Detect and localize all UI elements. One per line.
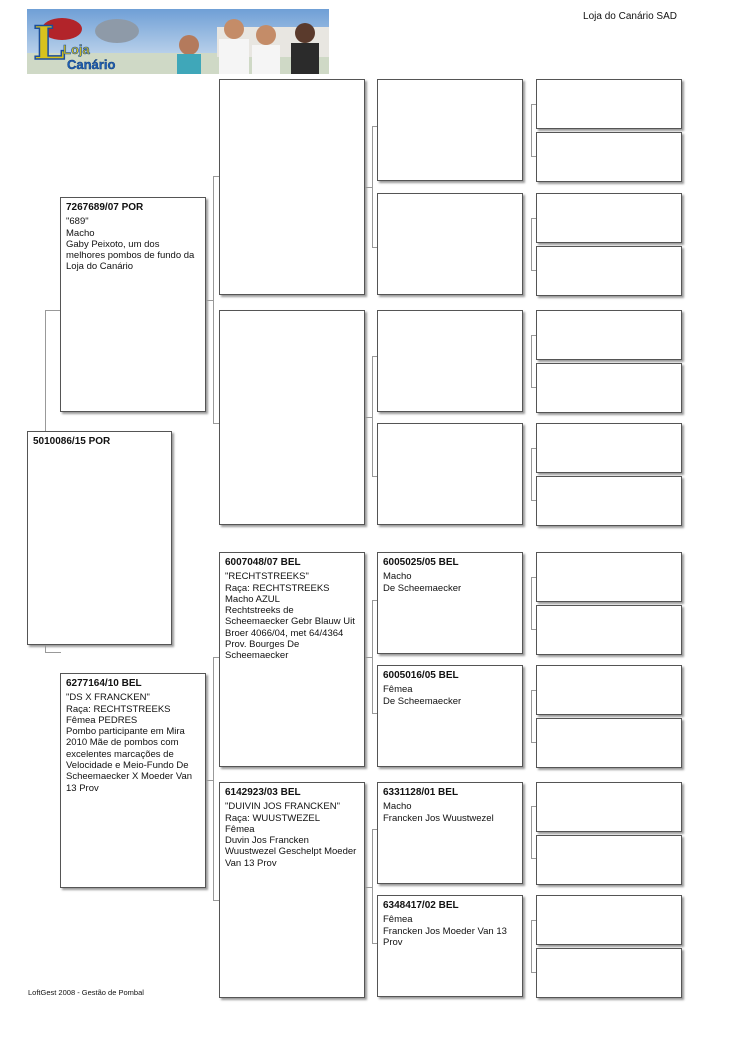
ring-number: 6277164/10 BEL (66, 678, 142, 689)
pigeon-card-empty (377, 423, 523, 525)
pigeon-card-empty (536, 605, 682, 655)
pigeon-sex: Fêmea PEDRES (66, 714, 138, 726)
pigeon-breed: Raça: RECHTSTREEKS (225, 582, 330, 594)
ring-number: 6331128/01 BEL (383, 787, 459, 798)
connector-stub (364, 657, 372, 658)
connector-stub (364, 417, 372, 418)
pigeon-name: "RECHTSTREEKS" (225, 571, 309, 583)
ring-number: 7267689/07 POR (66, 202, 144, 213)
logo-text-bottom: Canário (67, 57, 116, 72)
pigeon-card-empty (536, 79, 682, 129)
pigeon-card-empty (219, 310, 365, 525)
pigeon-notes: Rechtstreeks de Scheemaecker Gebr Blauw Uit Broer 4066/04, met 64/4364 Prov. Bourges De Scheemaecker (225, 605, 358, 662)
pigeon-card-empty (536, 132, 682, 182)
ring-number: 5010086/15 POR (33, 436, 111, 447)
pigeon-sex: Macho (383, 801, 412, 813)
pigeon-card-empty (377, 193, 523, 295)
pigeon-card-subject (27, 431, 172, 645)
connector-stub (364, 887, 372, 888)
logo-text-top: Loja (63, 42, 90, 57)
pigeon-notes: De Scheemaecker (383, 582, 462, 594)
pigeon-card-empty (219, 79, 365, 295)
pigeon-card-dam-sire-dam (377, 665, 523, 767)
ring-number: 6005016/05 BEL (383, 670, 459, 681)
pigeon-card-empty (536, 948, 682, 998)
svg-text:L: L (33, 16, 66, 70)
pigeon-card-empty (536, 476, 682, 526)
ring-number: 6142923/03 BEL (225, 787, 301, 798)
ring-number: 6007048/07 BEL (225, 557, 301, 568)
pigeon-sex: Fêmea (383, 914, 413, 926)
pigeon-card-empty (536, 895, 682, 945)
ring-number: 6348417/02 BEL (383, 900, 459, 911)
footer-text: LoftGest 2008 - Gestão de Pombal (28, 988, 144, 997)
company-logo (27, 9, 329, 74)
connector-stub (205, 300, 213, 301)
pigeon-card-dam-sire-sire (377, 552, 523, 654)
pigeon-card-dam-dam (219, 782, 365, 998)
ring-number: 6005025/05 BEL (383, 557, 459, 568)
pigeon-card-dam-dam-sire (377, 782, 523, 884)
pigeon-sex: Macho AZUL (225, 593, 280, 605)
pigeon-card-empty (536, 423, 682, 473)
pigeon-card-dam-sire (219, 552, 365, 767)
pigeon-breed: Raça: WUUSTWEZEL (225, 812, 321, 824)
pigeon-notes: Francken Jos Moeder Van 13 Prov (383, 925, 510, 948)
pigeon-name: "DUIVIN JOS FRANCKEN" (225, 801, 340, 813)
connector-stub (364, 187, 372, 188)
pigeon-breed: Raça: RECHTSTREEKS (66, 703, 171, 715)
pigeon-card-empty (536, 193, 682, 243)
pigeon-card-empty (536, 835, 682, 885)
pigeon-sex: Macho (383, 571, 412, 583)
pigeon-card-empty (536, 552, 682, 602)
pigeon-card-empty (536, 718, 682, 768)
pigeon-card-dam-dam-dam (377, 895, 523, 997)
connector-stub (205, 780, 213, 781)
pigeon-sex: Fêmea (383, 684, 413, 696)
pigeon-card-empty (377, 310, 523, 412)
pigeon-name: "689" (66, 216, 89, 228)
pigeon-name: "DS X FRANCKEN" (66, 692, 150, 704)
company-name: Loja do Canário SAD (583, 11, 677, 22)
pigeon-notes: Pombo participante em Mira 2010 Mãe de pombos com excelentes marcações de Velocidade e Meio-Fundo De Scheemaecker X Moeder Van 13 Prov (66, 726, 195, 794)
pigeon-notes: De Scheemaecker (383, 695, 462, 707)
pigeon-card-empty (377, 79, 523, 181)
pigeon-card-empty (536, 310, 682, 360)
pigeon-card-empty (536, 246, 682, 296)
pigeon-card-sire (60, 197, 206, 412)
pigeon-card-empty (536, 665, 682, 715)
pigeon-notes: Gaby Peixoto, um dos melhores pombos de fundo da Loja do Canário (66, 238, 197, 273)
pigeon-sex: Fêmea (225, 823, 255, 835)
pigeon-card-empty (536, 363, 682, 413)
pigeon-card-dam (60, 673, 206, 888)
pigeon-card-empty (536, 782, 682, 832)
pigeon-notes: Francken Jos Wuustwezel (383, 812, 494, 824)
pigeon-notes: Duvin Jos Francken Wuustwezel Geschelpt Moeder Van 13 Prov (225, 835, 359, 869)
pigeon-sex: Macho (66, 227, 95, 239)
